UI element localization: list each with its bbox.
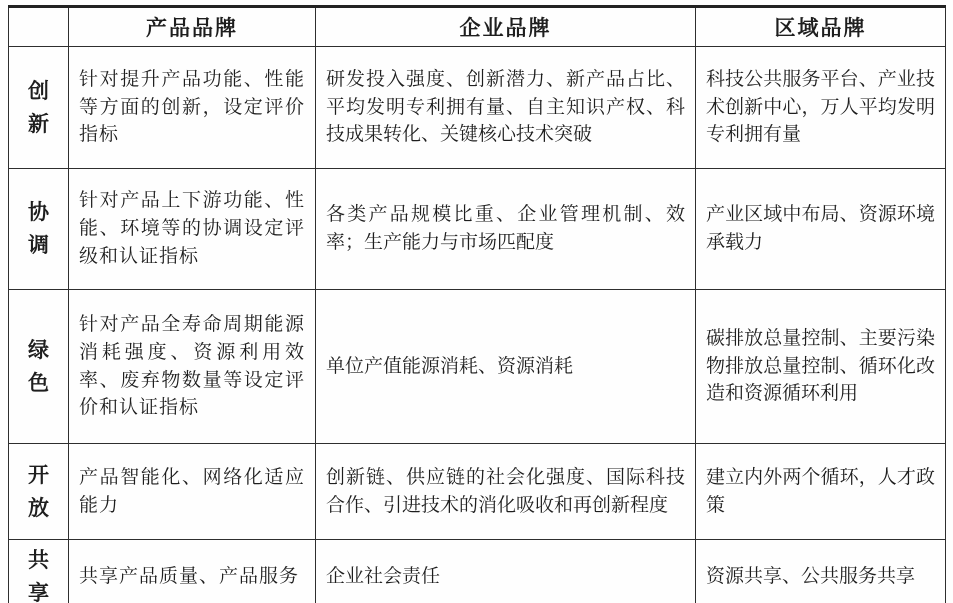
cell-innovation-enterprise: 研发投入强度、创新潜力、新产品占比、平均发明专利拥有量、自主知识产权、科技成果转化、关键核心技术突破 (316, 47, 696, 169)
row-header-sharing (9, 540, 69, 603)
cell-sharing-product: 共享产品质量、产品服务 (69, 540, 316, 603)
table-row-sharing (9, 540, 946, 603)
column-header-product-brand: 产品品牌 (69, 7, 316, 47)
cell-coordination-product: 针对产品上下游功能、性能、环境等的协调设定评级和认证指标 (69, 169, 316, 290)
cell-open-product: 产品智能化、网络化适应能力 (69, 444, 316, 540)
column-header-region-brand: 区域品牌 (696, 7, 946, 47)
cell-coordination-enterprise: 各类产品规模比重、企业管理机制、效率；生产能力与市场匹配度 (316, 169, 696, 290)
cell-green-enterprise: 单位产值能源消耗、资源消耗 (316, 290, 696, 444)
cell-open-enterprise: 创新链、供应链的社会化强度、国际科技合作、引进技术的消化吸收和再创新程度 (316, 444, 696, 540)
table-row-coordination (9, 169, 946, 290)
row-header-label: 开放 (27, 462, 49, 520)
cell-coordination-region: 产业区域中布局、资源环境承载力 (696, 169, 946, 290)
cell-innovation-region: 科技公共服务平台、产业技术创新中心，万人平均发明专利拥有量 (696, 47, 946, 169)
row-header-label: 协调 (27, 200, 49, 257)
cell-green-region: 碳排放总量控制、主要污染物排放总量控制、循环化改造和资源循环利用 (696, 290, 946, 444)
table-row-open (9, 444, 946, 540)
table-row-green (9, 290, 946, 444)
cell-innovation-product: 针对提升产品功能、性能等方面的创新，设定评价指标 (69, 47, 316, 169)
row-header-green (9, 290, 69, 444)
cell-sharing-region: 资源共享、公共服务共享 (696, 540, 946, 603)
cell-open-region: 建立内外两个循环，人才政策 (696, 444, 946, 540)
cell-green-product: 针对产品全寿命周期能源消耗强度、资源利用效率、废弃物数量等设定评价和认证指标 (69, 290, 316, 444)
header-row (9, 7, 946, 47)
cell-sharing-enterprise: 企业社会责任 (316, 540, 696, 603)
row-header-open (9, 444, 69, 540)
table-row-innovation (9, 47, 946, 169)
row-header-label: 绿色 (27, 337, 49, 395)
row-header-label: 共享 (27, 548, 49, 603)
column-header-category (9, 7, 69, 47)
row-header-coordination (9, 169, 69, 290)
row-header-label: 创新 (27, 78, 49, 136)
column-header-enterprise-brand: 企业品牌 (316, 7, 696, 47)
brand-evaluation-table (8, 5, 946, 603)
row-header-innovation (9, 47, 69, 169)
